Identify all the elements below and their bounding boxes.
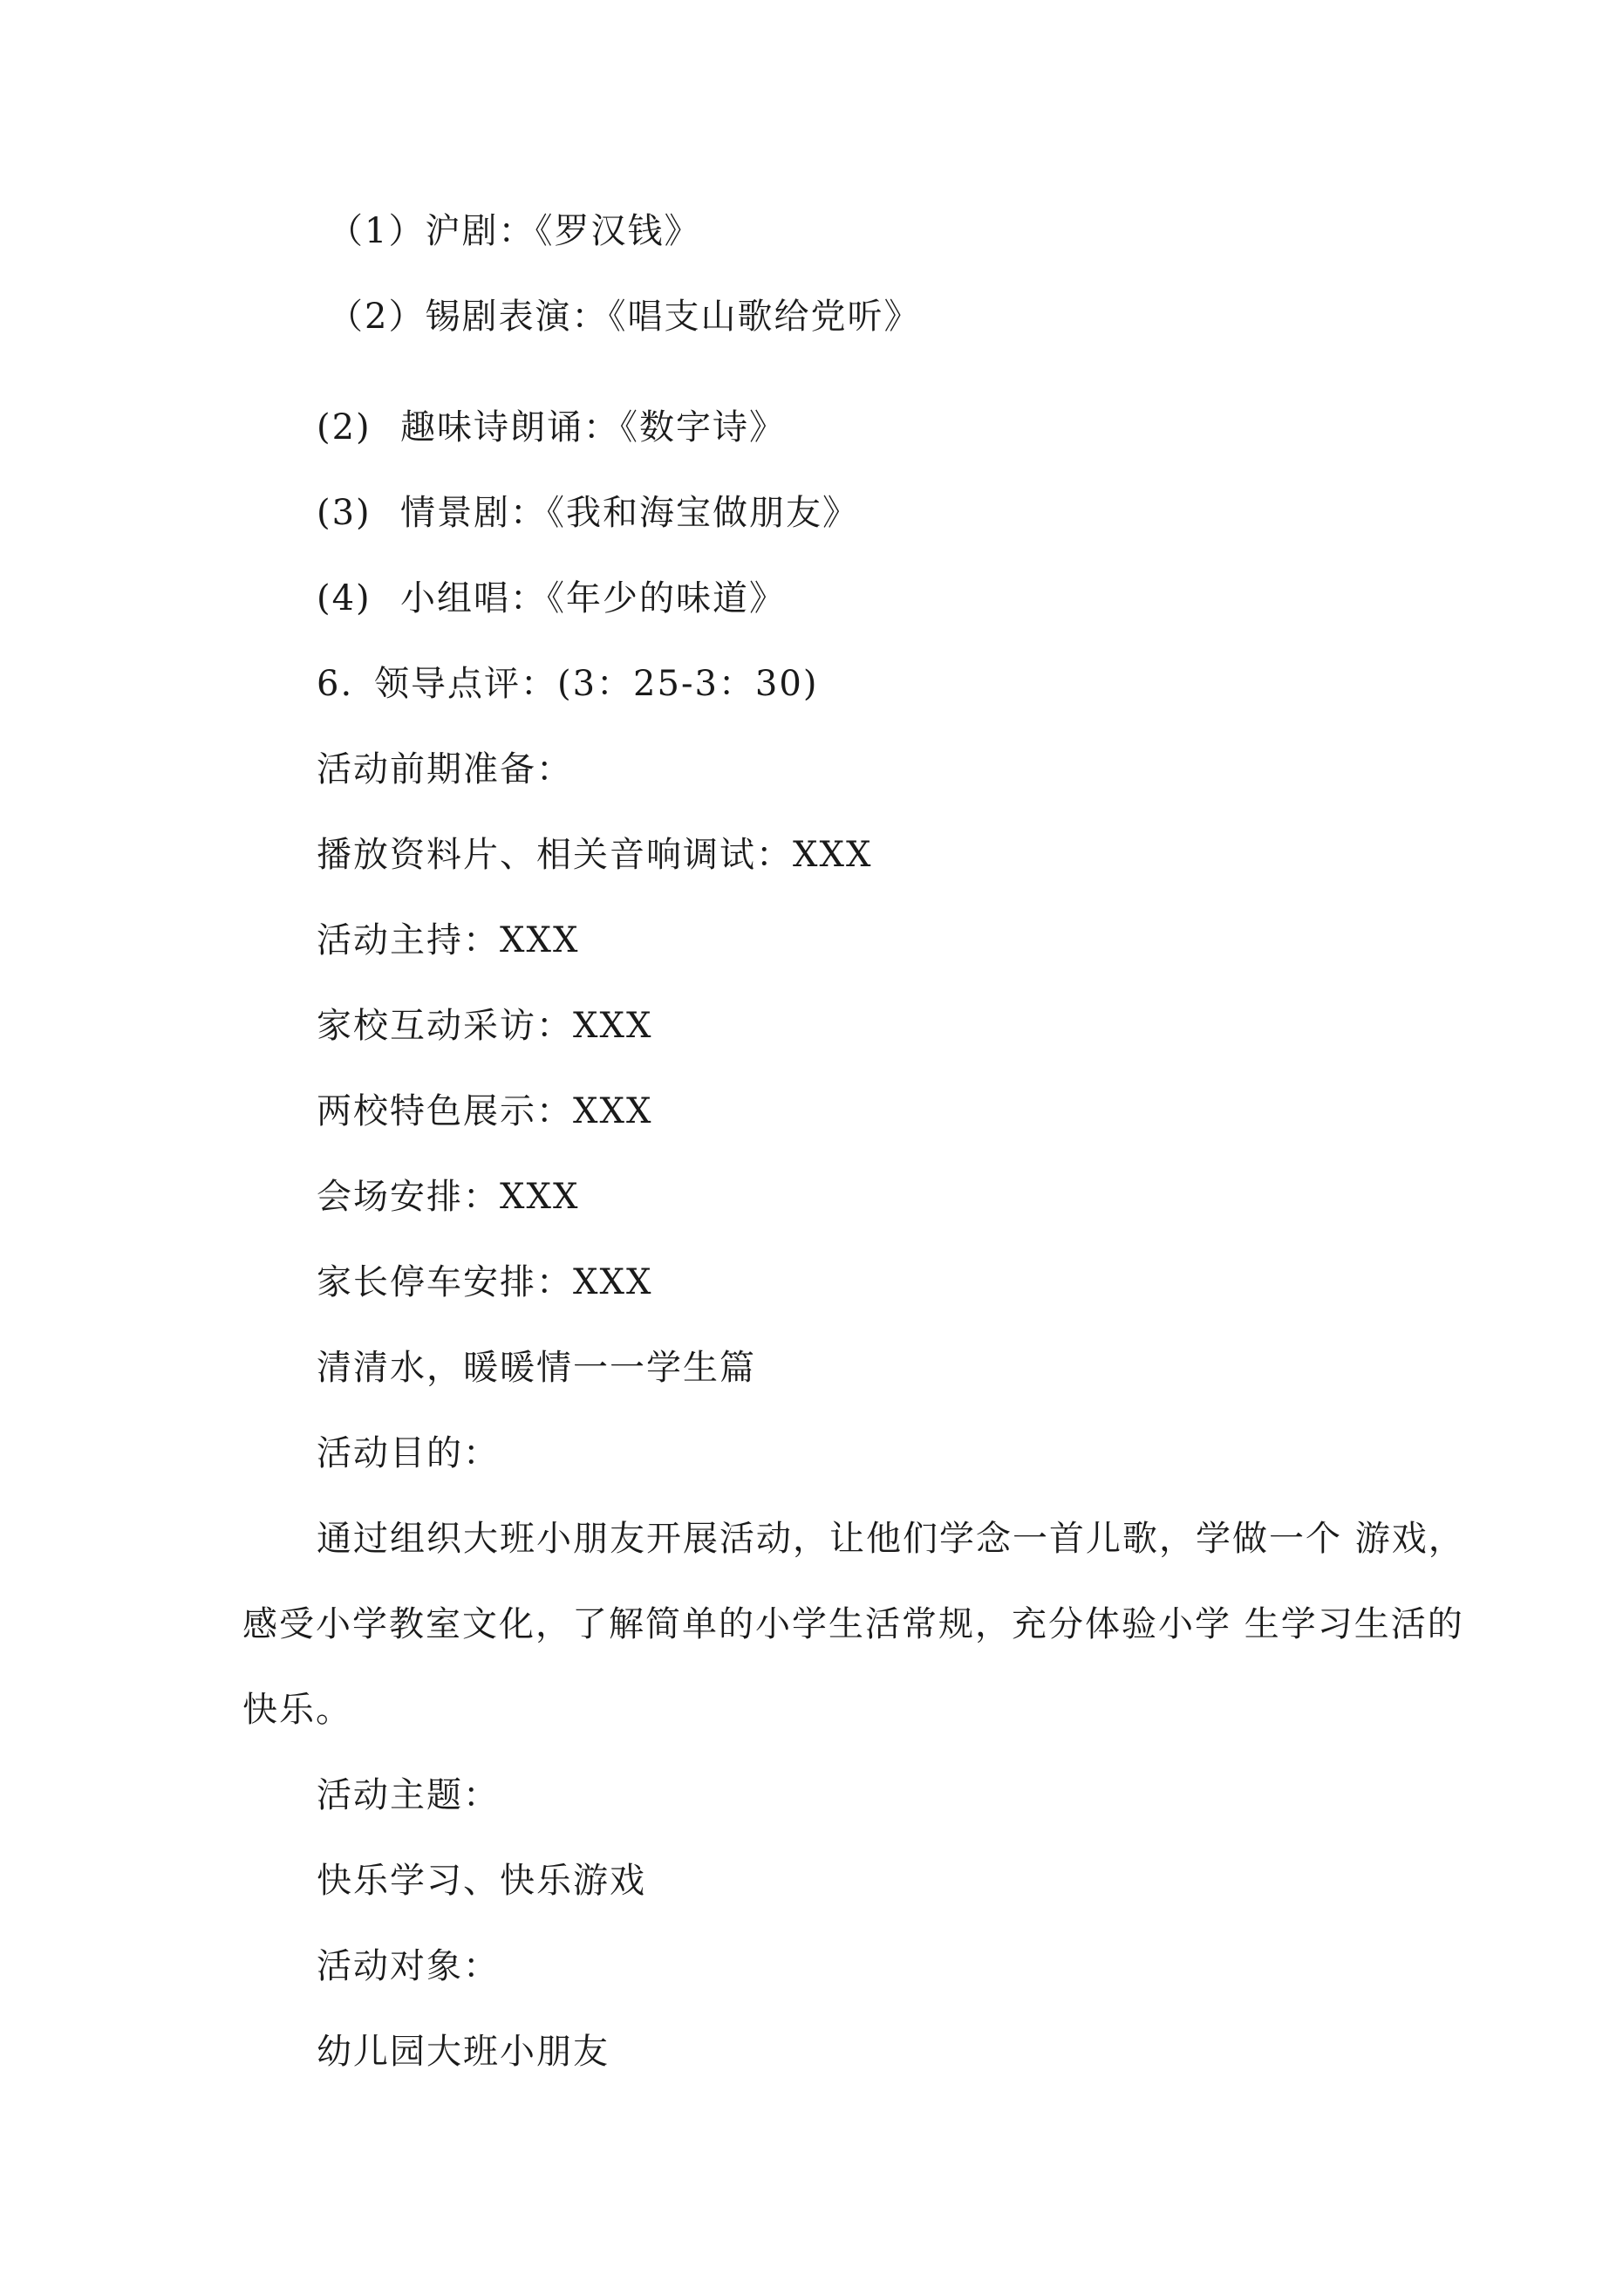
program-item-text: （2）锡剧表演：《唱支山歌给党听》 [328, 297, 921, 337]
program-item-text: 情景剧：《我和海宝做朋友》 [400, 493, 859, 533]
program-item-5 [317, 577, 786, 620]
program-item-text: 小组唱：《年少的味道》 [400, 578, 786, 618]
prep-item: 活动主持：XXX [317, 920, 580, 960]
program-item-text: 领导点评：(3：25-3：30) [374, 664, 819, 704]
prep-item: 家校互动采访：XXX [317, 1006, 653, 1046]
prep-item: 家长停车安排：XXX [317, 1262, 653, 1302]
program-item-2 [328, 295, 920, 338]
program-item-3 [317, 406, 786, 449]
theme-heading: 活动主题： [317, 1775, 500, 1815]
program-item-number: (2) [317, 407, 372, 448]
goal-paragraph-line: 感受小学教室文化，了解简单的小学生活常规，充分体验小学 生学习生活的 [242, 1604, 1464, 1644]
program-item-text: 趣味诗朗诵：《数字诗》 [400, 407, 786, 448]
program-item-number: 6. [317, 664, 354, 704]
prep-item: 两校特色展示：XXX [317, 1091, 653, 1131]
program-item-1 [328, 209, 700, 253]
prep-item: 会场安排：XXX [317, 1177, 580, 1217]
program-item-number: (3) [317, 493, 372, 533]
prep-heading: 活动前期准备： [317, 749, 573, 789]
program-item-number: (4) [317, 578, 372, 618]
section-title: 清清水，暖暖情一一学生篇 [317, 1348, 756, 1388]
prep-item: 播放资料片、相关音响调试：XXX [317, 835, 873, 875]
program-item-text: （1）沪剧：《罗汉钱》 [328, 211, 701, 251]
goal-paragraph-line: 快乐。 [242, 1690, 352, 1730]
audience-text: 幼儿园大班小朋友 [317, 2032, 610, 2072]
goal-paragraph-line: 通过组织大班小朋友开展活动，让他们学念一首儿歌，学做一个 游戏， [317, 1519, 1465, 1559]
program-item-6 [317, 662, 818, 706]
audience-heading: 活动对象： [317, 1946, 500, 1986]
program-item-4 [317, 491, 859, 535]
goal-heading: 活动目的： [317, 1433, 500, 1473]
theme-text: 快乐学习、快乐游戏 [317, 1861, 646, 1901]
